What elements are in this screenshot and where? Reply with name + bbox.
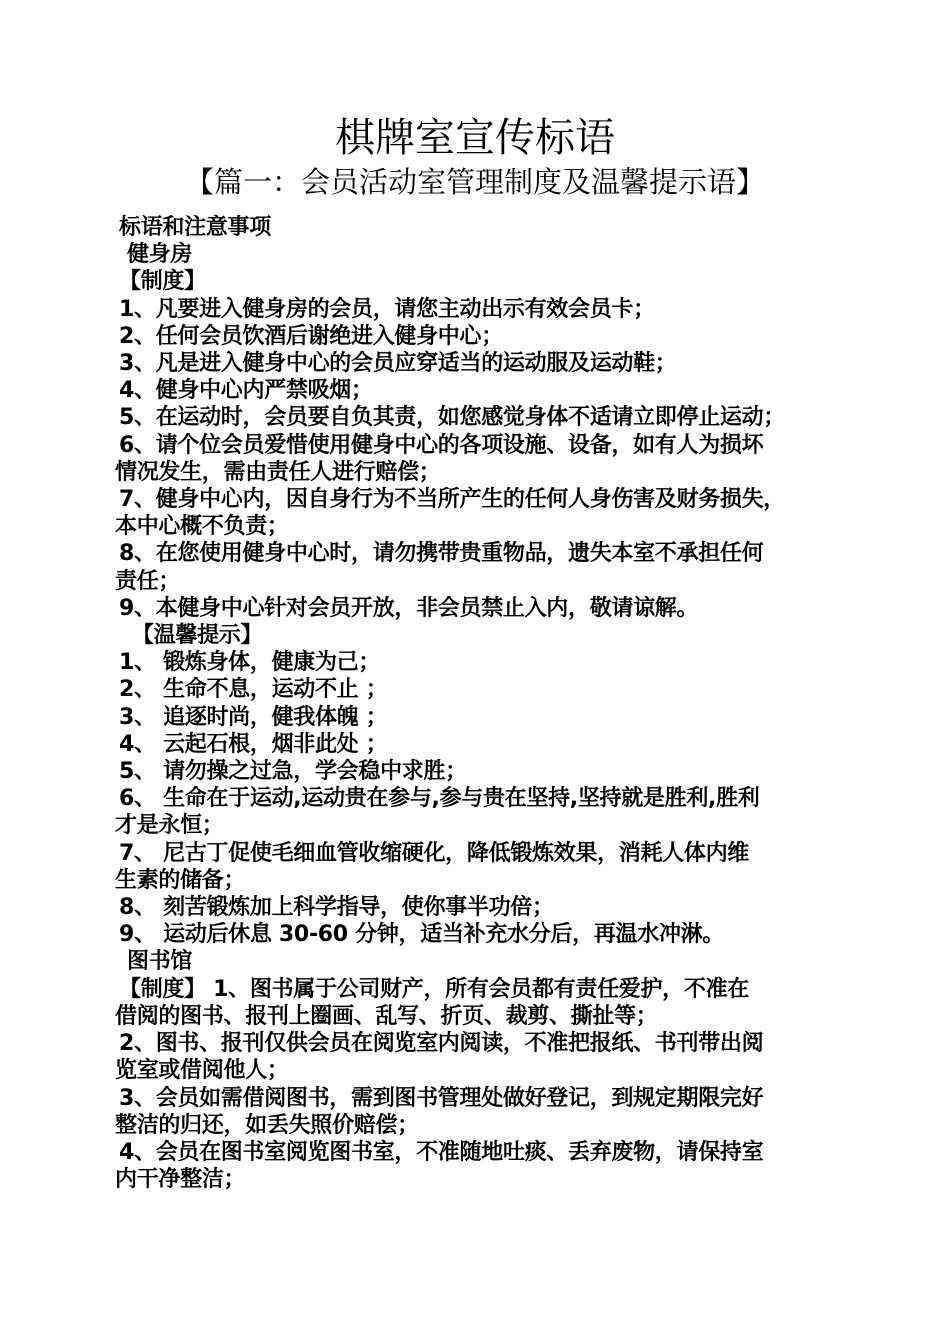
library-rule-line: 3、会员如需借阅图书，需到图书管理处做好登记，到规定期限完好	[119, 1085, 764, 1111]
library-rule-line: 借阅的图书、报刊上圈画、乱写、折页、裁剪、撕扯等；	[115, 1003, 658, 1029]
gym-rule-line: 3、凡是进入健身中心的会员应穿适当的运动服及运动鞋；	[119, 351, 677, 377]
gym-rule-line: 责任；	[115, 568, 181, 594]
gym-tip-line: 5、 请勿操之过急，学会稳中求胜；	[119, 759, 467, 785]
gym-rule-line: 情况发生，需由责任人进行赔偿；	[115, 459, 441, 485]
library-rules-list	[115, 976, 850, 1194]
gym-rules-heading: 【制度】	[119, 269, 206, 295]
gym-tips-list	[115, 649, 850, 948]
gym-tip-line: 9、 运动后休息 30-60 分钟，适当补充水分后，再温水冲淋。	[119, 922, 725, 948]
gym-rule-line: 7、健身中心内，因自身行为不当所产生的任何人身伤害及财务损失，	[119, 487, 786, 513]
gym-tip-line: 1、 锻炼身体，健康为己；	[119, 650, 381, 676]
library-rule-line: 览室或借阅他人；	[115, 1058, 289, 1084]
gym-rules-list	[115, 296, 850, 622]
gym-tip-line: 4、 云起石根，烟非此处 ；	[119, 731, 388, 757]
library-rule-line: 2、图书、报刊仅供会员在阅览室内阅读，不准把报纸、书刊带出阅	[119, 1031, 764, 1057]
gym-rule-line: 5、在运动时，会员要自负其责，如您感觉身体不适请立即停止运动；	[119, 405, 786, 431]
gym-heading: 健身房	[127, 242, 193, 268]
gym-rule-line: 9、本健身中心针对会员开放，非会员禁止入内，敬请谅解。	[119, 595, 699, 621]
library-rule-line: 4、会员在图书室阅览图书室，不准随地吐痰、丢弃废物，请保持室	[119, 1139, 764, 1165]
document-title: 棋牌室宣传标语	[335, 115, 615, 161]
gym-tip-line: 2、 生命不息，运动不止 ；	[119, 677, 388, 703]
gym-rule-line: 本中心概不负责；	[115, 514, 289, 540]
gym-rule-line: 6、请个位会员爱惜使用健身中心的各项设施、设备，如有人为损坏	[119, 432, 764, 458]
intro-heading: 标语和注意事项	[119, 215, 271, 240]
gym-tip-line: 8、 刻苦锻炼加上科学指导，使你事半功倍；	[119, 895, 554, 921]
library-rule-line: 内干净整洁；	[115, 1167, 246, 1193]
gym-tip-line: 6、 生命在于运动,运动贵在参与,参与贵在坚持,坚持就是胜利,胜利	[119, 786, 760, 812]
gym-rule-line: 2、任何会员饮酒后谢绝进入健身中心；	[119, 323, 503, 349]
gym-tip-line: 才是永恒；	[115, 813, 224, 839]
library-heading: 图书馆	[127, 949, 193, 975]
library-rule-line: 【制度】 1、图书属于公司财产，所有会员都有责任爱护，不准在	[119, 976, 749, 1002]
document-body	[115, 214, 850, 1193]
gym-rule-line: 4、健身中心内严禁吸烟；	[119, 378, 373, 404]
gym-tip-line: 生素的储备；	[115, 867, 246, 893]
document-subtitle: 【篇一：会员活动室管理制度及温馨提示语】	[184, 165, 765, 199]
gym-tip-line: 7、 尼古丁促使毛细血管收缩硬化，降低锻炼效果，消耗人体内维	[119, 840, 749, 866]
gym-tips-heading: 【温馨提示】	[132, 623, 263, 649]
gym-tip-line: 3、 追逐时尚，健我体魄 ；	[119, 704, 388, 730]
library-rule-line: 整洁的归还，如丢失照价赔偿；	[115, 1112, 419, 1138]
gym-rule-line: 1、凡要进入健身房的会员，请您主动出示有效会员卡；	[119, 296, 655, 322]
gym-rule-line: 8、在您使用健身中心时，请勿携带贵重物品，遗失本室不承担任何	[119, 541, 764, 567]
